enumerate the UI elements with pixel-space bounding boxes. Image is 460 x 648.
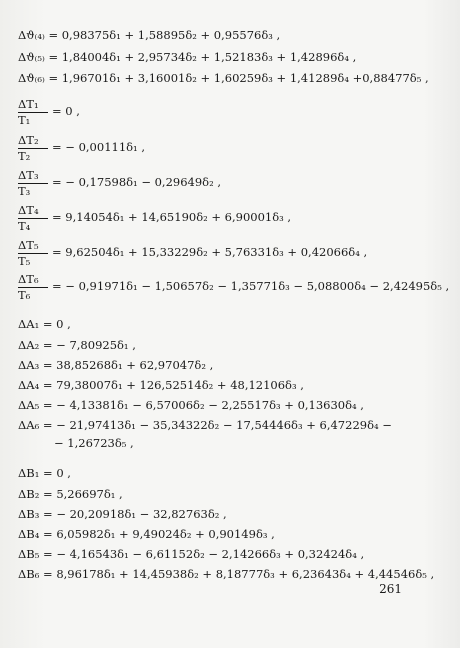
fraction-numerator: ΔT₄ [18,203,48,219]
equation-B2: ΔB₂ = 5,26697δ₁ , [18,487,123,501]
fraction-numerator: ΔT₃ [18,168,48,184]
page-number: 261 [379,582,402,596]
fraction-denominator: T₅ [18,254,31,268]
equation-rhs: = 9,14054δ₁ + 14,65190δ₂ + 6,90001δ₃ , [52,210,292,224]
fraction [18,168,48,198]
equation-A1: ΔA₁ = 0 , [18,317,71,331]
equation-A4: ΔA₄ = 79,38007δ₁ + 126,52514δ₂ + 48,12106δ₃ , [18,378,304,392]
equation-B3: ΔB₃ = − 20,20918δ₁ − 32,82763δ₂ , [18,507,227,521]
fraction-numerator: ΔT₁ [18,97,48,113]
equation-B1: ΔB₁ = 0 , [18,466,71,480]
equation-B6: ΔB₆ = 8,96178δ₁ + 14,45938δ₂ + 8,18777δ₃ + 6,23643δ₄ + 4,44546δ₅ , [18,567,435,581]
fraction-denominator: T₆ [18,288,31,302]
equation-A6-continuation: − 1,26723δ₅ , [54,436,134,450]
equation-rhs: = − 0,17598δ₁ − 0,29649δ₂ , [52,175,222,189]
fraction-numerator: ΔT₅ [18,238,48,254]
fraction [18,203,48,233]
equation-rhs: = 0 , [52,104,80,118]
fraction-denominator: T₄ [18,219,31,233]
equation-B4: ΔB₄ = 6,05982δ₁ + 9,49024δ₂ + 0,90149δ₃ , [18,527,275,541]
equation-dtheta-5: Δϑ₍₅₎ = 1,84004δ₁ + 2,95734δ₂ + 1,52183δ₃ + 1,42896δ₄ , [18,50,357,64]
equation-A5: ΔA₅ = − 4,13381δ₁ − 6,57006δ₂ − 2,25517δ₃ + 0,13630δ₄ , [18,398,364,412]
equation-dtheta-6: Δϑ₍₆₎ = 1,96701δ₁ + 3,16001δ₂ + 1,60259δ₃ + 1,41289δ₄ +0,88477δ₅ , [18,71,429,85]
fraction-numerator: ΔT₆ [18,272,48,288]
fraction [18,133,48,163]
equation-rhs: = − 0,91971δ₁ − 1,50657δ₂ − 1,35771δ₃ − 5,08800δ₄ − 2,42495δ₅ , [52,279,450,293]
fraction [18,97,48,127]
equation-dtheta-4: Δϑ₍₄₎ = 0,98375δ₁ + 1,58895δ₂ + 0,95576δ₃ , [18,28,281,42]
equation-B5: ΔB₅ = − 4,16543δ₁ − 6,61152δ₂ − 2,14266δ₃ + 0,32424δ₄ , [18,547,365,561]
fraction-numerator: ΔT₂ [18,133,48,149]
equation-A3: ΔA₃ = 38,85268δ₁ + 62,97047δ₂ , [18,358,214,372]
fraction [18,238,48,268]
equation-A6: ΔA₆ = − 21,97413δ₁ − 35,34322δ₂ − 17,54446δ₃ + 6,47229δ₄ − [18,418,392,432]
fraction-denominator: T₁ [18,113,31,127]
equation-rhs: = 9,62504δ₁ + 15,33229δ₂ + 5,76331δ₃ + 0,42066δ₄ , [52,245,368,259]
equation-A2: ΔA₂ = − 7,80925δ₁ , [18,338,136,352]
fraction-denominator: T₂ [18,149,31,163]
equation-rhs: = − 0,00111δ₁ , [52,140,145,154]
fraction [18,272,48,302]
fraction-denominator: T₃ [18,184,31,198]
